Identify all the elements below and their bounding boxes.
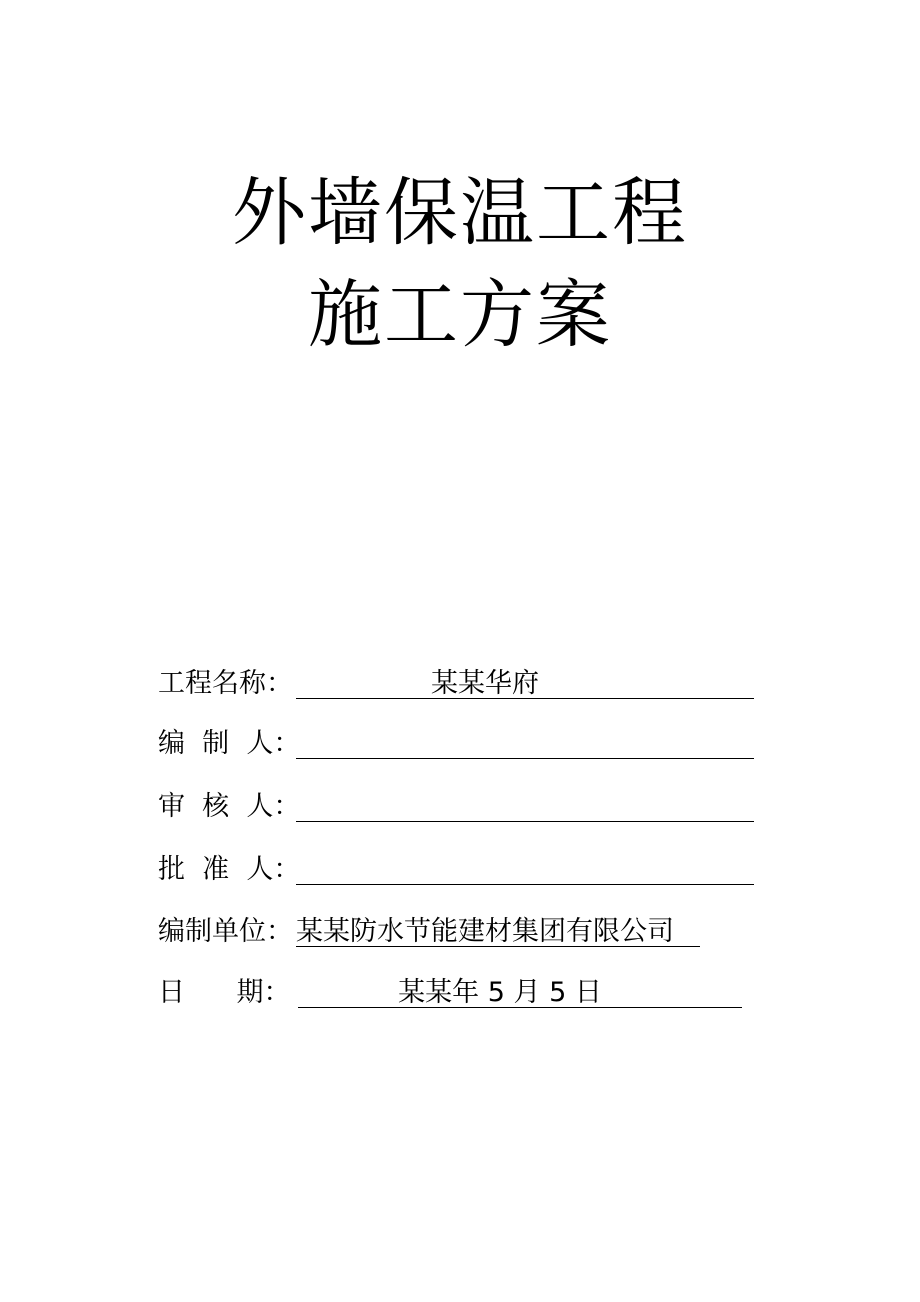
field-project-name xyxy=(158,664,778,704)
field-label: 批 准 人： xyxy=(158,854,301,885)
field-label: 工程名称： xyxy=(158,668,293,699)
field-label: 日 期： xyxy=(158,977,291,1008)
field-reviewer xyxy=(158,787,778,827)
field-approver xyxy=(158,850,778,890)
field-compiling-unit xyxy=(158,912,778,952)
field-value-underline xyxy=(296,664,754,699)
field-label: 审 核 人： xyxy=(158,791,301,822)
field-value-underline xyxy=(298,973,742,1008)
field-value-underline xyxy=(296,912,700,947)
field-label: 编 制 人： xyxy=(158,728,301,759)
field-value: 某某防水节能建材集团有限公司 xyxy=(296,916,674,947)
field-value-underline xyxy=(296,850,754,885)
field-value: 某某年 5 月 5 日 xyxy=(398,977,602,1008)
document-title-line-1: 外墙保温工程 xyxy=(232,170,688,256)
field-value-underline xyxy=(296,787,754,822)
document-title-line-2: 施工方案 xyxy=(308,272,612,358)
field-label: 编制单位： xyxy=(158,916,293,947)
field-compiler xyxy=(158,724,778,764)
field-date xyxy=(158,973,778,1013)
field-value: 某某华府 xyxy=(431,668,539,699)
field-value-underline xyxy=(296,724,754,759)
